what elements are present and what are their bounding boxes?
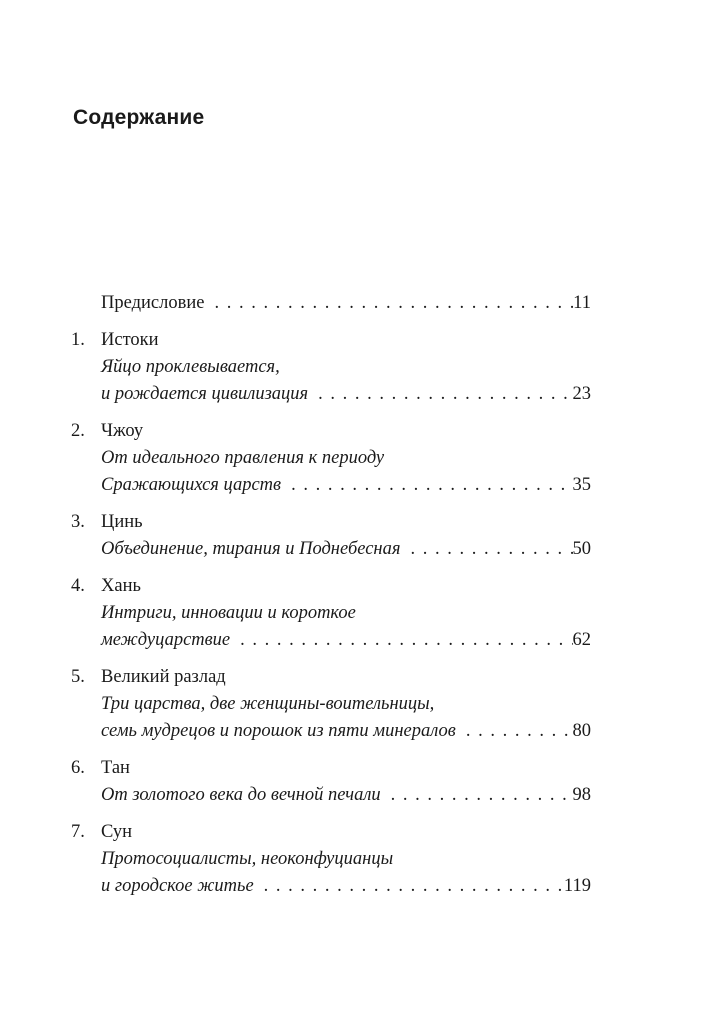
chapter-title: Истоки xyxy=(101,330,159,350)
chapter-number: 2. xyxy=(71,421,85,441)
chapter-title: Чжоу xyxy=(101,421,144,441)
chapter-subtitle-line: Протосоциалисты, неоконфуцианцы xyxy=(101,849,394,869)
toc-page-number: 62 xyxy=(572,630,591,650)
toc-page-number: 23 xyxy=(572,384,591,404)
chapter-subtitle-line: и рождается цивилизация xyxy=(101,384,309,404)
toc-entry-chapter-4[interactable] xyxy=(71,573,591,654)
dot-leader xyxy=(204,290,573,317)
chapter-number: 4. xyxy=(71,576,85,596)
chapter-number: 7. xyxy=(71,822,85,842)
toc-entry-chapter-1[interactable] xyxy=(71,327,591,408)
chapter-number: 3. xyxy=(71,512,85,532)
toc-page-number: 50 xyxy=(572,539,591,559)
toc-entry-preface[interactable] xyxy=(71,290,591,317)
chapter-subtitle-line: Интриги, инновации и короткое xyxy=(101,603,356,623)
toc-page-number: 119 xyxy=(563,876,591,896)
chapter-title: Великий разлад xyxy=(101,667,226,687)
chapter-number: 1. xyxy=(71,330,85,350)
toc-entry-chapter-6[interactable] xyxy=(71,755,591,809)
chapter-title: Сун xyxy=(101,822,133,842)
chapter-title: Хань xyxy=(101,576,141,596)
toc-page-number: 11 xyxy=(573,293,591,313)
dot-leader xyxy=(381,782,573,809)
toc-entry-chapter-3[interactable] xyxy=(71,509,591,563)
toc-entry-title: Предисловие xyxy=(101,293,205,313)
table-of-contents xyxy=(71,290,591,900)
chapter-subtitle-line: От идеального правления к периоду xyxy=(101,448,385,468)
chapter-subtitle-line: Три царства, две женщины-воительницы, xyxy=(101,694,435,714)
chapter-subtitle-line: От золотого века до вечной печали xyxy=(101,785,381,805)
toc-entry-chapter-2[interactable] xyxy=(71,418,591,499)
chapter-subtitle-line: междуцарствие xyxy=(101,630,231,650)
page-title: Содержание xyxy=(73,106,205,129)
chapter-subtitle-line: Объединение, тирания и Поднебесная xyxy=(101,539,401,559)
chapter-number: 5. xyxy=(71,667,85,687)
toc-page-number: 98 xyxy=(572,785,591,805)
chapter-number: 6. xyxy=(71,758,85,778)
chapter-subtitle-line: и городское житье xyxy=(101,876,254,896)
chapter-title: Цинь xyxy=(101,512,143,532)
toc-entry-chapter-7[interactable] xyxy=(71,819,591,900)
dot-leader xyxy=(254,873,564,900)
dot-leader xyxy=(400,536,572,563)
chapter-title: Тан xyxy=(101,758,130,778)
dot-leader xyxy=(281,472,572,499)
dot-leader xyxy=(308,381,572,408)
dot-leader xyxy=(230,627,572,654)
chapter-subtitle-line: семь мудрецов и порошок из пяти минералов xyxy=(101,721,456,741)
chapter-subtitle-line: Сражающихся царств xyxy=(101,475,282,495)
toc-entry-chapter-5[interactable] xyxy=(71,664,591,745)
chapter-subtitle-line: Яйцо проклевывается, xyxy=(101,357,280,377)
dot-leader xyxy=(456,718,573,745)
toc-page-number: 35 xyxy=(572,475,591,495)
toc-page-number: 80 xyxy=(572,721,591,741)
